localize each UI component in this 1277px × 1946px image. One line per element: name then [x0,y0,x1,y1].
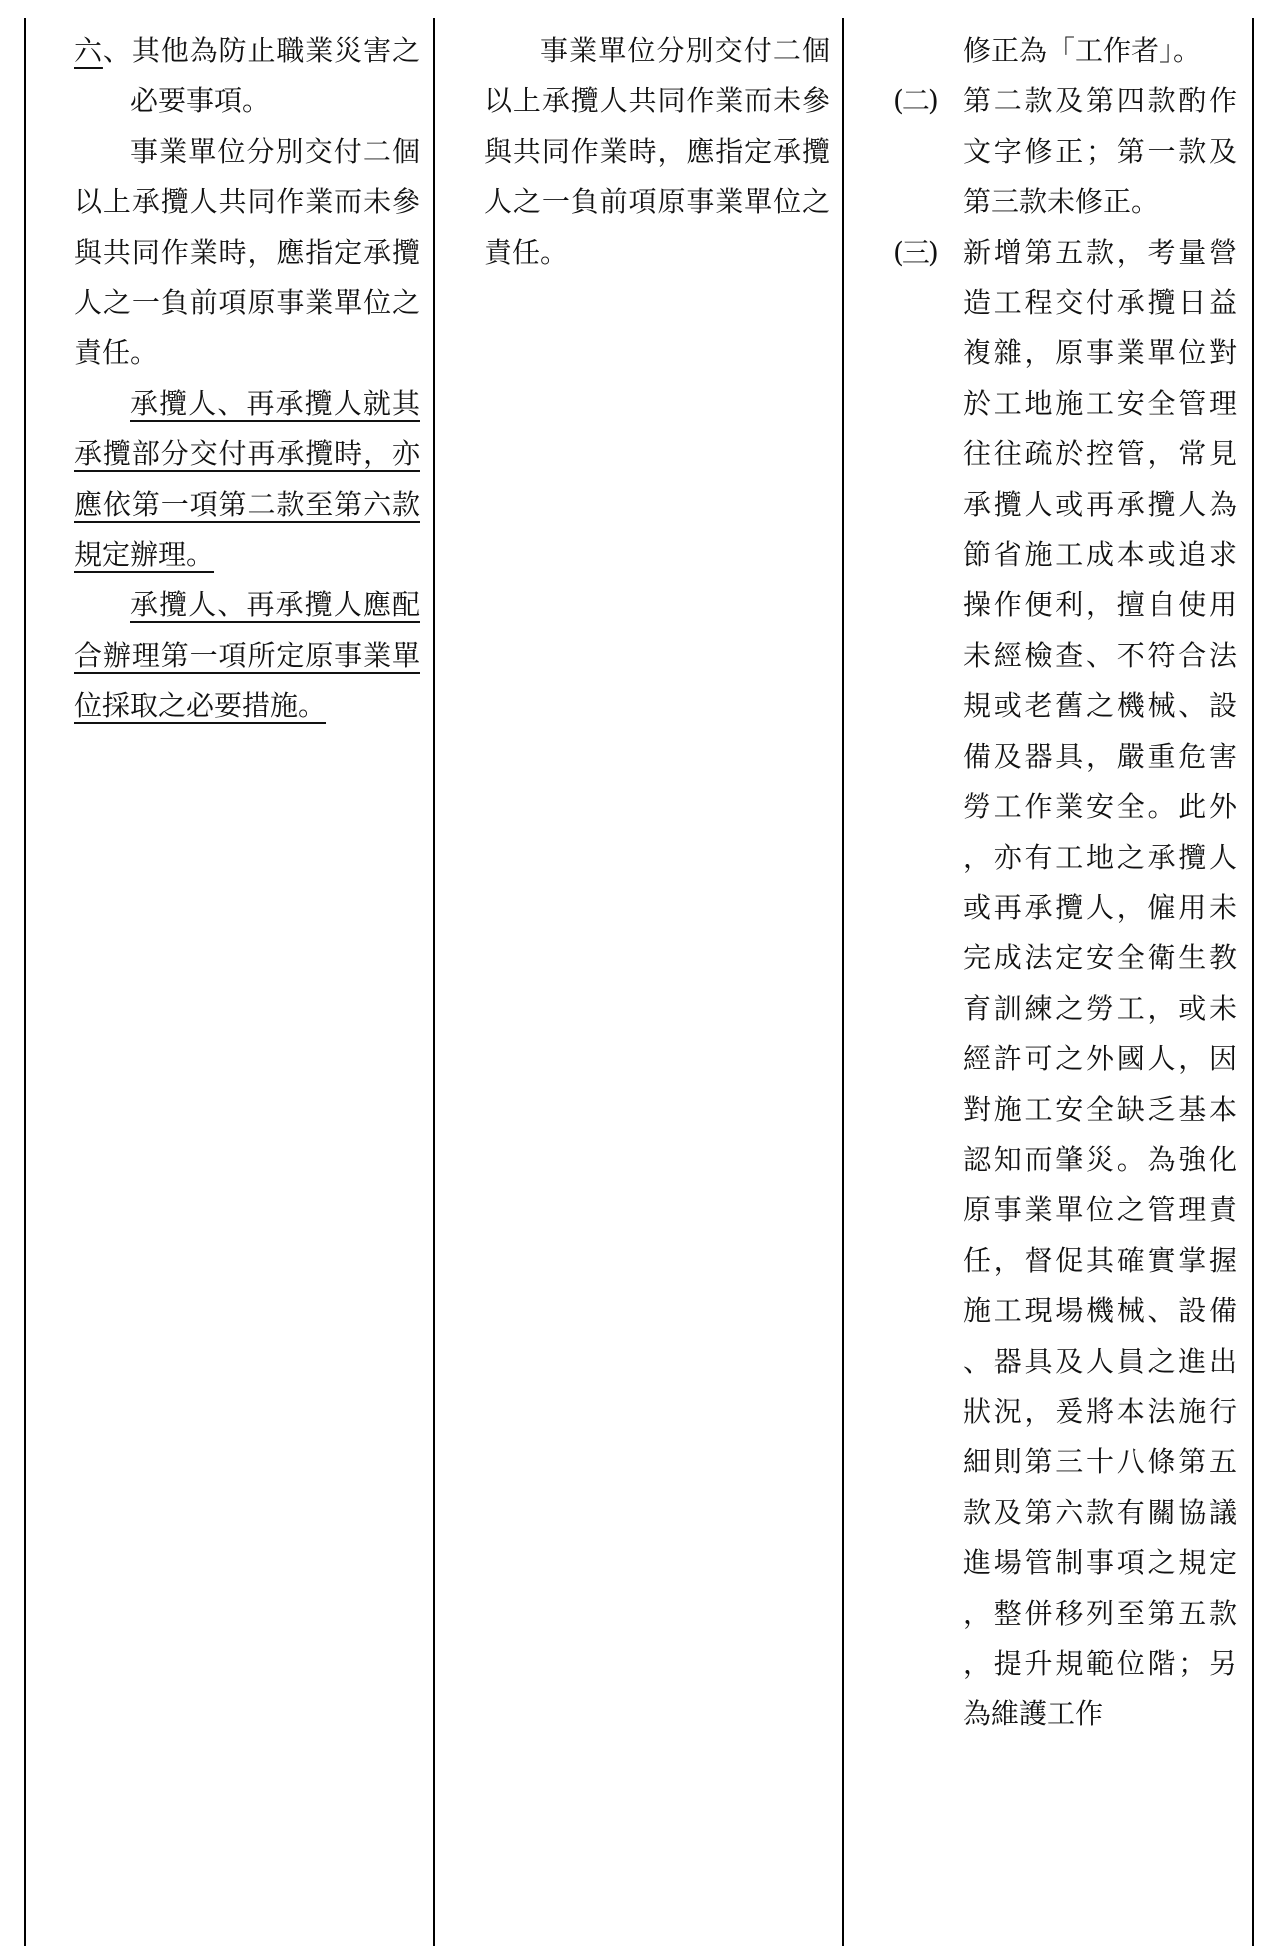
explanation-continued-line: 修正為「工作者」。 [963,34,1202,67]
item-three-text: 新增第五款，考量營造工程交付承攬日益複雜，原事業單位對於工地施工安全管理往往疏於控管，常見承攬人或再承攬人為節省施工成本或追求操作便利，擅自使用未經檢查、不符合法規或老舊之機械、設備及器具，嚴重危害勞工作業安全。此外，亦有工地之承攬人或再承攬人，僱用未完成法定安全衛生教育訓練之勞工，或未經許可之外國人，因對施工安全缺乏基本認知而肇災。為強化原事業單位之管理責任，督促其確實掌握施工現場機械、設備、器具及人員之進出狀況，爰將本法施行細則第三十八條第五款及第六款有關協議進場管制事項之規定，整併移列至第五款，提升規範位階；另為維護工作 [963,235,1237,1731]
item-six [74,26,420,127]
amended-paragraph-3 [74,379,420,581]
amended-provisions-column [74,26,420,732]
current-paragraph: 事業單位分別交付二個以上承攬人共同作業而未參與共同作業時，應指定承攬人之一負前項原事業單位之責任。 [484,34,830,269]
amended-paragraph-2: 事業單位分別交付二個以上承攬人共同作業而未參與共同作業時，應指定承攬人之一負前項原事業單位之責任。 [74,134,420,370]
amended-paragraph-4 [74,580,420,731]
item-six-number: 六 [74,34,103,67]
explanation-item-two [893,76,1237,227]
amended-paragraph-3-text: 承攬人、再承攬人就其承攬部分交付再承攬時，亦應依第一項第二款至第六款規定辦理。 [74,386,420,572]
item-three-label: (三) [893,235,937,269]
item-six-text: 、其他為防止職業災害之必要事項。 [102,34,420,118]
amended-paragraph-4-text: 承攬人、再承攬人應配合辦理第一項所定原事業單位採取之必要措施。 [74,588,420,723]
explanation-column [893,26,1237,1740]
table-left-border [24,18,26,1946]
item-two-text: 第二款及第四款酌作文字修正；第一款及第三款未修正。 [963,84,1237,219]
column-divider-2 [842,18,844,1946]
table-right-border [1252,18,1254,1946]
explanation-item-three [893,228,1237,1740]
column-divider-1 [433,18,435,1946]
current-provisions-column [484,26,830,278]
item-two-label: (二) [893,84,937,118]
